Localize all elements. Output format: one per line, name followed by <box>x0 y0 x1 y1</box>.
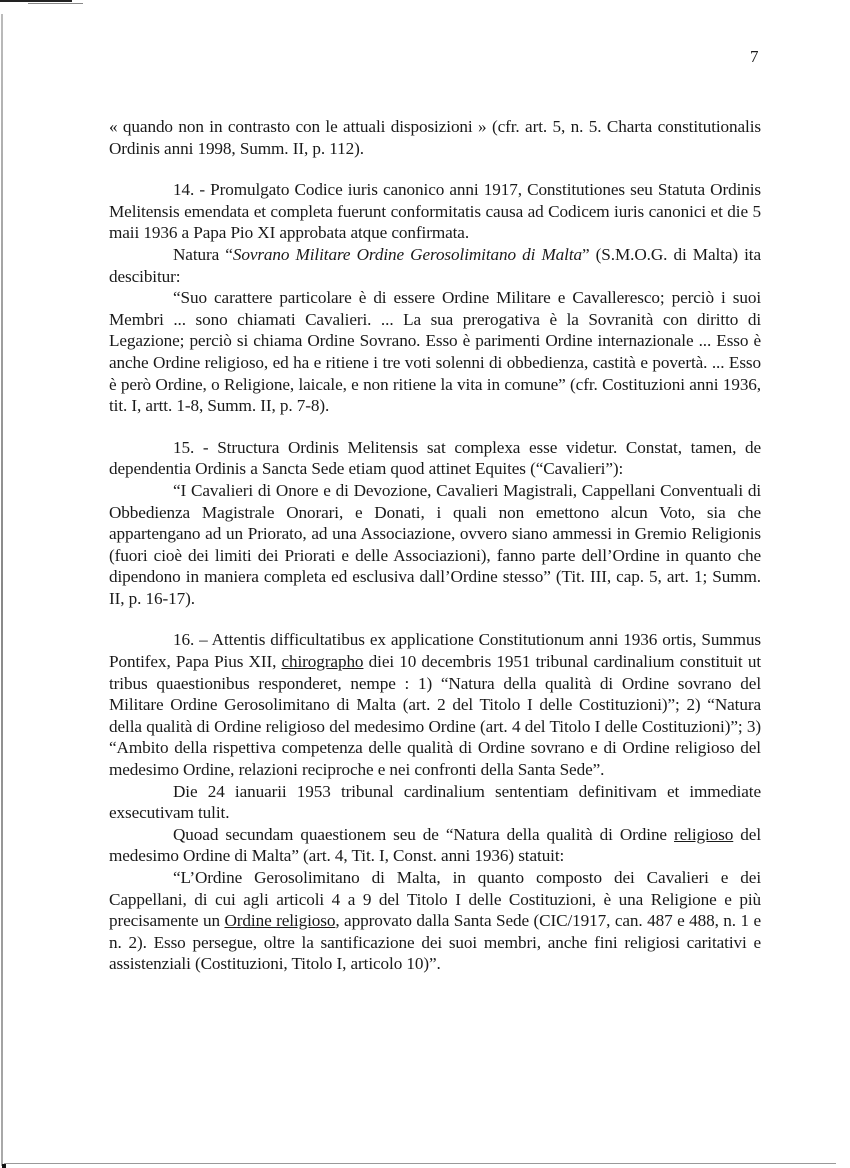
text: Quoad secundam quaestionem seu de “Natura della qualità di Ordine <box>173 824 675 844</box>
paragraph-14-quote: “Suo carattere particolare è di essere Ordine Militare e Cavalleresco; perciò i suoi Membri ... sono chiamati Cavalieri. ... La sua prerogativa è la Sovranità con diritto di Legazione; perciò si chiama Ordine Sovrano. Esso è parimenti Ordine internazionale ... Esso è anche Ordine religioso, ed ha e ritiene i tre voti solenni di obbedienza, castità e povertà. ... Esso è però Ordine, o Religione, laicale, e non ritiene la vita in comune” (cfr. Costituzioni anni 1936, tit. I, artt. 1-8, Summ. II, p. 7-8). <box>109 288 761 416</box>
scan-artifact-left-edge <box>1 14 3 1166</box>
paragraph-14: 14. - Promulgato Codice iuris canonico anni 1917, Constitutiones seu Statuta Ordinis Melitensis emendata et completa fuerunt conformitatis causa ad Codicem iuris canonici et die 5 maii 1936 a Papa Pio XI approbata atque confirmata. <box>109 180 761 243</box>
text: , approvato dalla Santa Sede (CIC/1917, can. 487 e 488, n. 1 e n. 2). Esso persegue, oltre la santificazione dei suoi membri, anche fini religiosi caritativi e assistenziali (Costituzioni, Titolo I, articolo 10)”. <box>109 911 761 974</box>
underlined-term: chirographo <box>281 652 364 672</box>
underlined-term: Ordine religioso <box>224 911 336 931</box>
scan-artifact-bottom-edge <box>4 1163 836 1164</box>
underlined-term: religioso <box>674 824 734 844</box>
paragraph-continuation: « quando non in contrasto con le attuali disposizioni » (cfr. art. 5, n. 5. Charta constitutionalis Ordinis anni 1998, Summ. II, p. 112). <box>109 117 761 158</box>
paragraph-16-quote <box>109 867 761 975</box>
paragraph-14-natura <box>109 244 761 287</box>
text: Natura “ <box>173 244 233 264</box>
scan-artifact-top <box>0 0 72 2</box>
text: ” (S.M.O.G. di Malta) ita descibitur: <box>109 244 761 286</box>
paragraph-15: 15. - Structura Ordinis Melitensis sat complexa esse videtur. Constat, tamen, de dependentia Ordinis a Sancta Sede etiam quod attinet Equites (“Cavalieri”): <box>109 437 761 479</box>
text: del medesimo Ordine di Malta” (art. 4, Tit. I, Const. anni 1936) statuit: <box>109 824 762 866</box>
paragraph-15-quote: “I Cavalieri di Onore e di Devozione, Cavalieri Magistrali, Cappellani Conventuali di Obbedienza Magistrale Onorari, e Donati, i quali non emettono alcun Voto, sia che appartengano ad un Priorato, ad una Associazione, ovvero siano ammessi in Gremio Religionis (fuori cioè dei limiti dei Priorati e delle Associazioni), fanno parte dell’Ordine in quanto che dipendono in maniera completa ed esclusiva dall’Ordine stesso” (Tit. III, cap. 5, art. 1; Summ. II, p. 16-17). <box>109 480 761 608</box>
scan-artifact-top <box>28 3 83 4</box>
text: “L’Ordine Gerosolimitano di Malta, in quanto composto dei Cavalieri e dei Cappellani, di cui agli articoli 4 a 9 del Titolo I delle Costituzioni, è una Religione e più precisamente un <box>109 868 761 931</box>
text: 16. – Attentis difficultatibus ex applicatione Constitutionum anni 1936 ortis, Summus Pontifex, Papa Pius XII, <box>109 630 761 672</box>
scan-artifact-corner <box>2 1164 6 1168</box>
paragraph-16-sentence: Die 24 ianuarii 1953 tribunal cardinalium sententiam definitivam et immediate exsecutivam tulit. <box>109 781 761 823</box>
paragraph-16-quoad <box>109 824 761 867</box>
page-number: 7 <box>750 47 759 66</box>
text: diei 10 decembris 1951 tribunal cardinalium constituit ut tribus quaestionibus responderet, nempe : 1) “Natura della qualità di Ordine sovrano del Militare Ordine Gerosolimitano di Malta (art. 2 del Titolo I delle Costituzioni)”; 2) “Natura della qualità di Ordine religioso del medesimo Ordine (art. 4 del Titolo I delle Costituzioni)”; 3) “Ambito della rispettiva competenza delle qualità di Ordine sovrano e di Ordine religioso del medesimo Ordine, relazioni reciproche e nei confronti della Santa Sede”. <box>109 652 761 780</box>
order-name-italic: Sovrano Militare Ordine Gerosolimitano di Malta <box>232 244 582 264</box>
document-body <box>109 116 761 975</box>
paragraph-16 <box>109 629 761 780</box>
